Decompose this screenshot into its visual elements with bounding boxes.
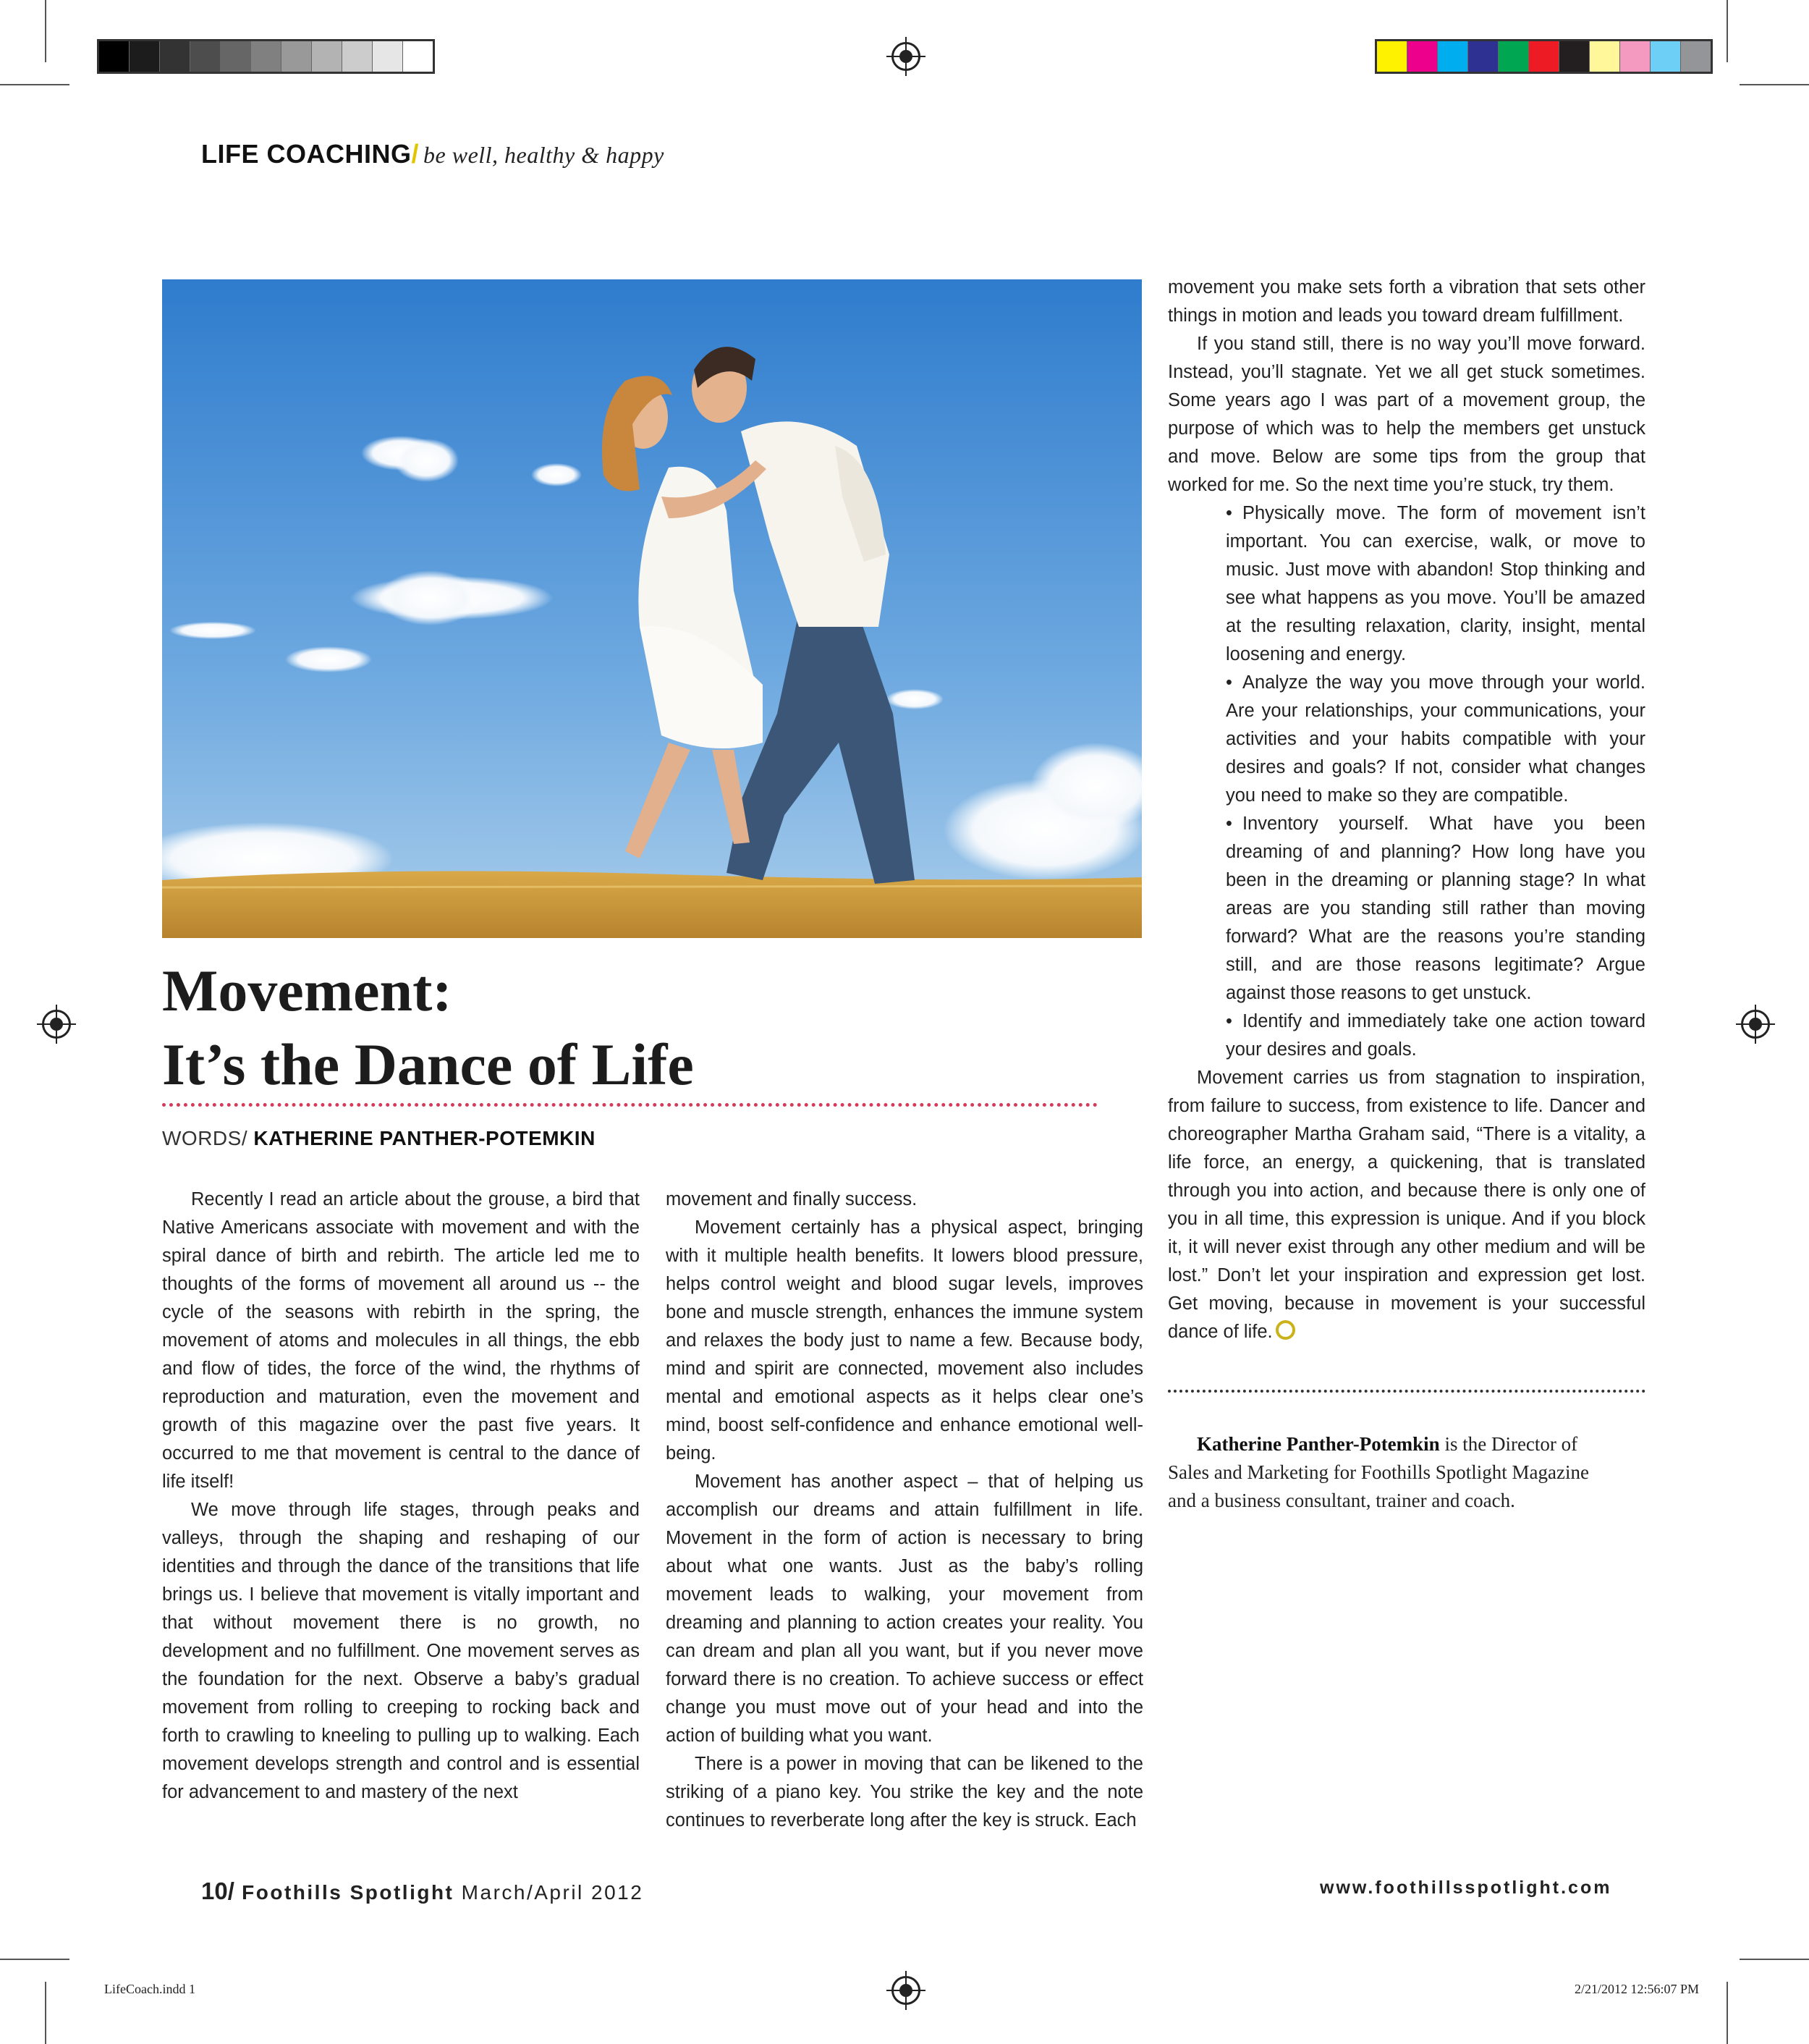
page-footer	[201, 1878, 643, 1905]
crop-mark	[45, 1982, 46, 2044]
color-swatch	[1438, 41, 1468, 72]
section-slash: /	[411, 139, 420, 169]
color-swatch	[221, 41, 251, 72]
file-slug: LifeCoach.indd 1	[104, 1982, 195, 1996]
list-item: • Physically move. The form of movement isn’t important. You can exercise, walk, or move to music. Just move with abandon! Stop thinking and see what happens as you move. You’ll be amazed at the resulting relaxation, clarity, insight, mental loosening and energy.	[1226, 499, 1645, 669]
paragraph: We move through life stages, through peaks and valleys, through the shaping and reshaping of our identities and through the dance of the transitions that life brings us. I believe that movement is vitally important and that without movement there is no growth, no development and no fulfillment. One movement serves as the foundation for the next. Observe a baby’s gradual movement from rolling to creeping to rocking back and forth to crawling to kneeling to pulling up to walking. Each movement develops strength and control and is essential for advancement to and mastery of the next	[162, 1500, 640, 1802]
title-divider	[162, 1103, 1098, 1107]
grayscale-color-bar	[97, 39, 435, 74]
bio-text: is the Director of Sales and Marketing for Foothills Spotlight Magazine and a business consultant, trainer and coach.	[1168, 1433, 1589, 1511]
title-line-1: Movement:	[162, 958, 452, 1023]
crop-mark	[1727, 0, 1728, 62]
end-of-article-icon	[1276, 1320, 1295, 1340]
section-tagline: be well, healthy & happy	[423, 142, 664, 168]
dancing-couple-photo	[162, 279, 1142, 938]
color-swatch	[342, 41, 373, 72]
list-item: • Analyze the way you move through your world. Are your relationships, your communications, your activities and your habits compatible with your desires and goals? If not, consider what changes you need to make so they are compatible.	[1226, 669, 1645, 810]
article-title	[162, 954, 1103, 1102]
bio-divider	[1168, 1390, 1645, 1393]
registration-mark-icon	[42, 1010, 71, 1039]
process-color-bar	[1375, 39, 1713, 74]
closing-text: Movement carries us from stagnation to inspiration, from failure to success, from existence to life. Dancer and choreographer Martha Graham said, “There is a vitality, a life force, an energy, a quickening, that is translated through you into action, and because there is only one of you in all time, this expression is unique. And if you block it, it will never exist through any other medium and will be lost.” Don’t let your inspiration and expression get lost. Get moving, because in movement is your successful dance of life.	[1168, 1068, 1645, 1342]
color-swatch	[160, 41, 190, 72]
color-swatch	[1377, 41, 1407, 72]
color-swatch	[1407, 41, 1438, 72]
list-item: • Identify and immediately take one action toward your desires and goals.	[1226, 1008, 1645, 1064]
tips-list	[1168, 499, 1645, 1064]
crop-mark	[0, 1959, 69, 1960]
article-column-3	[1168, 274, 1645, 1346]
title-line-2: It’s the Dance of Life	[162, 1031, 694, 1097]
color-swatch	[312, 41, 342, 72]
color-swatch	[403, 41, 433, 72]
website-url: www.foothillsspotlight.com	[1320, 1878, 1612, 1898]
author-name: KATHERINE PANTHER-POTEMKIN	[253, 1127, 596, 1149]
registration-mark-icon	[1741, 1010, 1770, 1039]
registration-mark-icon	[891, 1976, 920, 2005]
magazine-name: Foothills Spotlight	[242, 1881, 454, 1904]
article-column-1	[162, 1186, 640, 1807]
paragraph: Movement has another aspect – that of helping us accomplish our dreams and attain fulfillment in life. Movement in the form of action is necessary to bring about what one wants. Just as the baby’s rolling movement leads to walking, your movement from dreaming and planning to action creates your reality. You can dream and plan all you want, but if you never move forward there is no creation. To achieve success or effect change you must move out of your head and into the action of building what you want.	[666, 1471, 1143, 1746]
color-swatch	[251, 41, 281, 72]
color-swatch	[1468, 41, 1499, 72]
crop-mark	[1740, 1959, 1809, 1960]
timestamp-slug: 2/21/2012 12:56:07 PM	[1575, 1982, 1700, 1996]
paragraph: Recently I read an article about the grouse, a bird that Native Americans associate with movement and with the spiral dance of birth and rebirth. The article led me to thoughts of the forms of movement all around us -- the cycle of the seasons with rebirth in the spring, the movement of atoms and molecules in all things, the ebb and flow of tides, the force of the wind, the rhythms of reproduction and maturation, even the movement and growth of this magazine over the past five years. It occurred to me that movement is central to the dance of life itself!	[162, 1189, 640, 1492]
color-swatch	[1529, 41, 1559, 72]
author-bio	[1168, 1430, 1617, 1515]
crop-mark	[1740, 84, 1809, 85]
color-swatch	[1681, 41, 1711, 72]
color-swatch	[1620, 41, 1651, 72]
section-name: LIFE COACHING	[201, 139, 412, 169]
color-swatch	[99, 41, 130, 72]
paragraph: movement you make sets forth a vibration that sets other things in motion and leads you toward dream fulfillment.	[1168, 277, 1645, 326]
page-number: 10/	[201, 1878, 234, 1904]
color-swatch	[190, 41, 221, 72]
crop-mark	[1727, 1982, 1728, 2044]
closing-paragraph	[1168, 1064, 1645, 1346]
byline-label: WORDS/	[162, 1127, 248, 1149]
paragraph: If you stand still, there is no way you’ll move forward. Instead, you’ll stagnate. Yet we all get stuck sometimes. Some years ago I was part of a movement group, the purpose of which was to help the members get unstuck and move. Below are some tips from the group that worked for me. So the next time you’re stuck, try them.	[1168, 334, 1645, 495]
paragraph: Movement certainly has a physical aspect, bringing with it multiple health benefits. It lowers blood pressure, helps control weight and blood sugar levels, improves bone and muscle strength, enhances the immune system and relaxes the body just to name a few. Because body, mind and spirit are connected, movement also includes mental and emotional aspects as it helps clear one’s mind, boost self-confidence and enhance emotional well-being.	[666, 1217, 1143, 1464]
color-swatch	[1499, 41, 1529, 72]
paragraph: There is a power in moving that can be likened to the striking of a piano key. You strike the key and the note continues to reverberate long after the key is struck. Each	[666, 1754, 1143, 1830]
registration-mark-icon	[891, 42, 920, 71]
issue-date: March/April 2012	[461, 1881, 644, 1904]
paragraph: movement and finally success.	[666, 1189, 918, 1209]
color-swatch	[1559, 41, 1590, 72]
list-item: • Inventory yourself. What have you been dreaming of and planning? How long have you been in the dreaming or planning stage? In what areas are you standing still rather than moving forward? What are the reasons you’re standing still, and are those reasons legitimate? Argue against those reasons to get unstuck.	[1226, 810, 1645, 1008]
color-swatch	[130, 41, 160, 72]
color-swatch	[373, 41, 403, 72]
color-swatch	[1651, 41, 1681, 72]
byline	[162, 1127, 596, 1150]
crop-mark	[45, 0, 46, 62]
color-swatch	[1590, 41, 1620, 72]
color-swatch	[281, 41, 312, 72]
section-header	[201, 139, 664, 169]
crop-mark	[0, 84, 69, 85]
bio-name: Katherine Panther-Potemkin	[1197, 1433, 1440, 1455]
article-column-2	[666, 1186, 1143, 1835]
